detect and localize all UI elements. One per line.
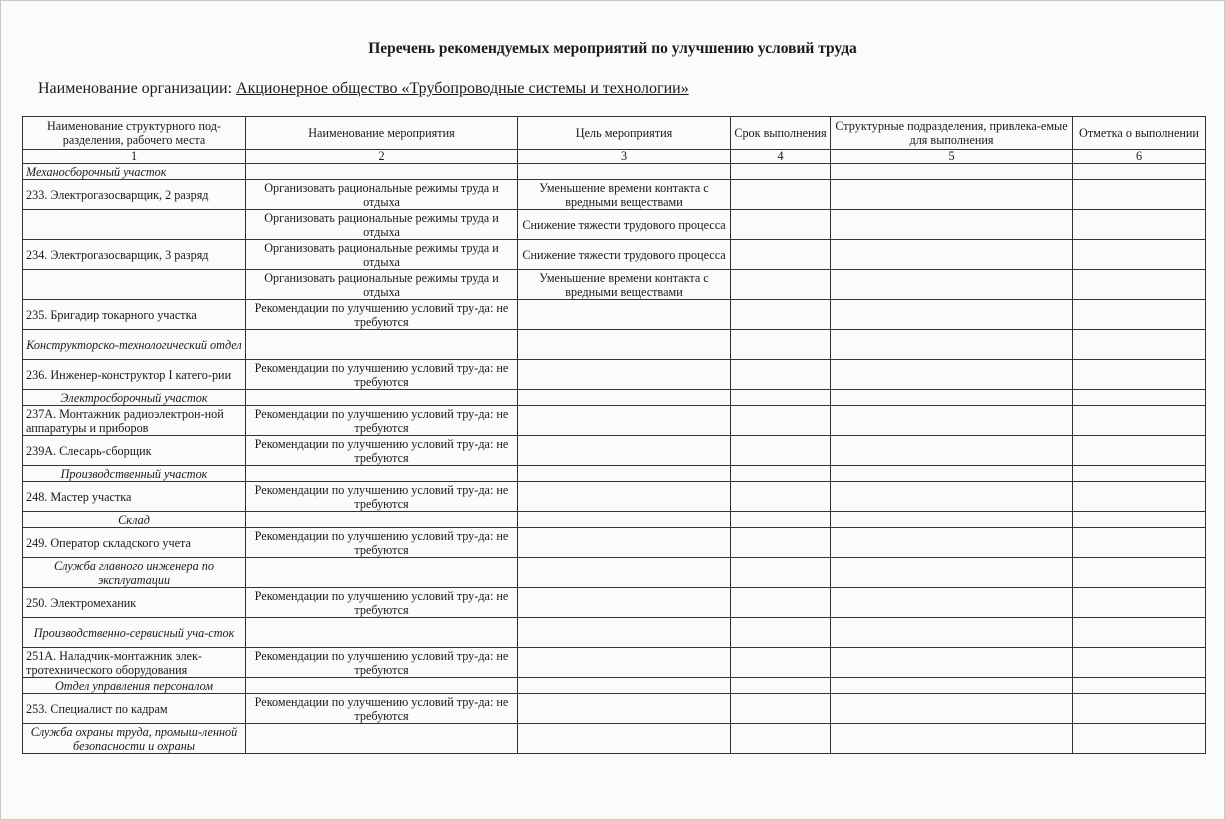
empty-cell (246, 618, 518, 648)
completion-mark-cell (1073, 482, 1206, 512)
header-cell: Срок выполнения (731, 117, 831, 150)
completion-mark-cell (1073, 360, 1206, 390)
section-row (23, 618, 1206, 648)
departments-cell (831, 240, 1073, 270)
measure-goal (518, 360, 731, 390)
section-title: Служба охраны труда, промыш-ленной безопасности и охраны (23, 724, 246, 754)
table-row (23, 240, 1206, 270)
departments-cell (831, 360, 1073, 390)
section-row (23, 164, 1206, 180)
table-row (23, 648, 1206, 678)
departments-cell (831, 588, 1073, 618)
measure-name: Рекомендации по улучшению условий тру-да: не требуются (246, 436, 518, 466)
deadline-cell (731, 588, 831, 618)
empty-cell (518, 330, 731, 360)
completion-mark-cell (1073, 648, 1206, 678)
measure-name: Организовать рациональные режимы труда и отдыха (246, 210, 518, 240)
table-row (23, 528, 1206, 558)
measure-name: Рекомендации по улучшению условий тру-да: не требуются (246, 694, 518, 724)
measure-goal: Уменьшение времени контакта с вредными веществами (518, 270, 731, 300)
organization-name: Акционерное общество «Трубопроводные системы и технологии» (236, 80, 689, 97)
table-row (23, 406, 1206, 436)
header-cell: Отметка о выполнении (1073, 117, 1206, 150)
measure-name: Рекомендации по улучшению условий тру-да: не требуются (246, 482, 518, 512)
empty-cell (831, 512, 1073, 528)
deadline-cell (731, 210, 831, 240)
empty-cell (1073, 618, 1206, 648)
empty-cell (518, 618, 731, 648)
measure-name: Организовать рациональные режимы труда и отдыха (246, 180, 518, 210)
header-cell: Цель мероприятия (518, 117, 731, 150)
empty-cell (1073, 558, 1206, 588)
empty-cell (731, 558, 831, 588)
document-title: Перечень рекомендуемых мероприятий по улучшению условий труда (368, 40, 857, 57)
empty-cell (518, 558, 731, 588)
deadline-cell (731, 648, 831, 678)
workplace-name: 239А. Слесарь-сборщик (23, 436, 246, 466)
empty-cell (518, 466, 731, 482)
deadline-cell (731, 360, 831, 390)
section-row (23, 390, 1206, 406)
completion-mark-cell (1073, 210, 1206, 240)
departments-cell (831, 210, 1073, 240)
table-row (23, 270, 1206, 300)
deadline-cell (731, 180, 831, 210)
workplace-name: 248. Мастер участка (23, 482, 246, 512)
workplace-name: 236. Инженер-конструктор I катего-рии (23, 360, 246, 390)
measure-goal (518, 648, 731, 678)
workplace-name: 251А. Наладчик-монтажник элек-тротехнического оборудования (23, 648, 246, 678)
measure-goal (518, 588, 731, 618)
table-header-row (23, 117, 1206, 150)
workplace-name (23, 210, 246, 240)
completion-mark-cell (1073, 436, 1206, 466)
empty-cell (518, 512, 731, 528)
empty-cell (731, 330, 831, 360)
completion-mark-cell (1073, 300, 1206, 330)
departments-cell (831, 300, 1073, 330)
section-row (23, 330, 1206, 360)
workplace-name: 235. Бригадир токарного участка (23, 300, 246, 330)
table-row (23, 180, 1206, 210)
workplace-name: 234. Электрогазосварщик, 3 разряд (23, 240, 246, 270)
measure-goal (518, 300, 731, 330)
empty-cell (1073, 390, 1206, 406)
header-cell: Наименование мероприятия (246, 117, 518, 150)
completion-mark-cell (1073, 694, 1206, 724)
measure-goal: Уменьшение времени контакта с вредными веществами (518, 180, 731, 210)
section-row (23, 512, 1206, 528)
table-row (23, 588, 1206, 618)
column-number: 6 (1073, 150, 1206, 164)
section-title: Производственный участок (23, 466, 246, 482)
section-row (23, 466, 1206, 482)
measure-name: Рекомендации по улучшению условий тру-да: не требуются (246, 528, 518, 558)
section-title: Отдел управления персоналом (23, 678, 246, 694)
empty-cell (831, 390, 1073, 406)
measures-table (22, 116, 1206, 754)
measure-name: Организовать рациональные режимы труда и отдыха (246, 270, 518, 300)
empty-cell (518, 724, 731, 754)
departments-cell (831, 482, 1073, 512)
measure-goal (518, 406, 731, 436)
empty-cell (731, 678, 831, 694)
empty-cell (831, 466, 1073, 482)
section-title: Механосборочный участок (23, 164, 246, 180)
empty-cell (731, 512, 831, 528)
empty-cell (1073, 466, 1206, 482)
header-cell: Наименование структурного под-разделения, рабочего места (23, 117, 246, 150)
completion-mark-cell (1073, 588, 1206, 618)
measure-goal (518, 694, 731, 724)
deadline-cell (731, 482, 831, 512)
measure-name: Организовать рациональные режимы труда и отдыха (246, 240, 518, 270)
empty-cell (731, 724, 831, 754)
departments-cell (831, 436, 1073, 466)
empty-cell (246, 164, 518, 180)
measure-name: Рекомендации по улучшению условий тру-да: не требуются (246, 648, 518, 678)
departments-cell (831, 406, 1073, 436)
measure-name: Рекомендации по улучшению условий тру-да: не требуются (246, 588, 518, 618)
deadline-cell (731, 528, 831, 558)
column-number: 4 (731, 150, 831, 164)
column-number-row (23, 150, 1206, 164)
section-title: Производственно-сервисный уча-сток (23, 618, 246, 648)
empty-cell (1073, 512, 1206, 528)
deadline-cell (731, 406, 831, 436)
measure-name: Рекомендации по улучшению условий тру-да: не требуются (246, 360, 518, 390)
empty-cell (518, 164, 731, 180)
organization-label: Наименование организации: (38, 80, 233, 97)
empty-cell (831, 618, 1073, 648)
table-row (23, 300, 1206, 330)
empty-cell (731, 390, 831, 406)
completion-mark-cell (1073, 528, 1206, 558)
empty-cell (518, 390, 731, 406)
section-title: Конструкторско-технологический отдел (23, 330, 246, 360)
column-number: 1 (23, 150, 246, 164)
workplace-name: 237А. Монтажник радиоэлектрон-ной аппаратуры и приборов (23, 406, 246, 436)
empty-cell (831, 558, 1073, 588)
table-row (23, 436, 1206, 466)
workplace-name: 233. Электрогазосварщик, 2 разряд (23, 180, 246, 210)
empty-cell (731, 466, 831, 482)
measure-goal (518, 528, 731, 558)
completion-mark-cell (1073, 406, 1206, 436)
column-number: 2 (246, 150, 518, 164)
departments-cell (831, 528, 1073, 558)
deadline-cell (731, 436, 831, 466)
empty-cell (1073, 678, 1206, 694)
measure-name: Рекомендации по улучшению условий тру-да: не требуются (246, 406, 518, 436)
empty-cell (831, 164, 1073, 180)
section-row (23, 678, 1206, 694)
empty-cell (731, 618, 831, 648)
table-row (23, 482, 1206, 512)
workplace-name: 249. Оператор складского учета (23, 528, 246, 558)
header-cell: Структурные подразделения, привлека-емые для выполнения (831, 117, 1073, 150)
table-row (23, 210, 1206, 240)
empty-cell (831, 330, 1073, 360)
column-number: 5 (831, 150, 1073, 164)
empty-cell (518, 678, 731, 694)
column-number: 3 (518, 150, 731, 164)
measure-goal (518, 436, 731, 466)
section-title: Электросборочный участок (23, 390, 246, 406)
deadline-cell (731, 300, 831, 330)
empty-cell (731, 164, 831, 180)
empty-cell (1073, 164, 1206, 180)
organization-line (38, 80, 689, 98)
measure-name: Рекомендации по улучшению условий тру-да: не требуются (246, 300, 518, 330)
measure-goal (518, 482, 731, 512)
table-row (23, 694, 1206, 724)
measure-goal: Снижение тяжести трудового процесса (518, 240, 731, 270)
empty-cell (246, 678, 518, 694)
workplace-name (23, 270, 246, 300)
section-title: Служба главного инженера по эксплуатации (23, 558, 246, 588)
empty-cell (1073, 330, 1206, 360)
empty-cell (1073, 724, 1206, 754)
deadline-cell (731, 694, 831, 724)
empty-cell (246, 390, 518, 406)
empty-cell (831, 678, 1073, 694)
workplace-name: 253. Специалист по кадрам (23, 694, 246, 724)
empty-cell (831, 724, 1073, 754)
deadline-cell (731, 240, 831, 270)
empty-cell (246, 466, 518, 482)
completion-mark-cell (1073, 270, 1206, 300)
section-row (23, 558, 1206, 588)
departments-cell (831, 694, 1073, 724)
empty-cell (246, 330, 518, 360)
measure-goal: Снижение тяжести трудового процесса (518, 210, 731, 240)
departments-cell (831, 648, 1073, 678)
table-body (23, 164, 1206, 754)
empty-cell (246, 558, 518, 588)
section-row (23, 724, 1206, 754)
departments-cell (831, 180, 1073, 210)
table-row (23, 360, 1206, 390)
empty-cell (246, 512, 518, 528)
section-title: Склад (23, 512, 246, 528)
empty-cell (246, 724, 518, 754)
completion-mark-cell (1073, 240, 1206, 270)
workplace-name: 250. Электромеханик (23, 588, 246, 618)
completion-mark-cell (1073, 180, 1206, 210)
deadline-cell (731, 270, 831, 300)
departments-cell (831, 270, 1073, 300)
